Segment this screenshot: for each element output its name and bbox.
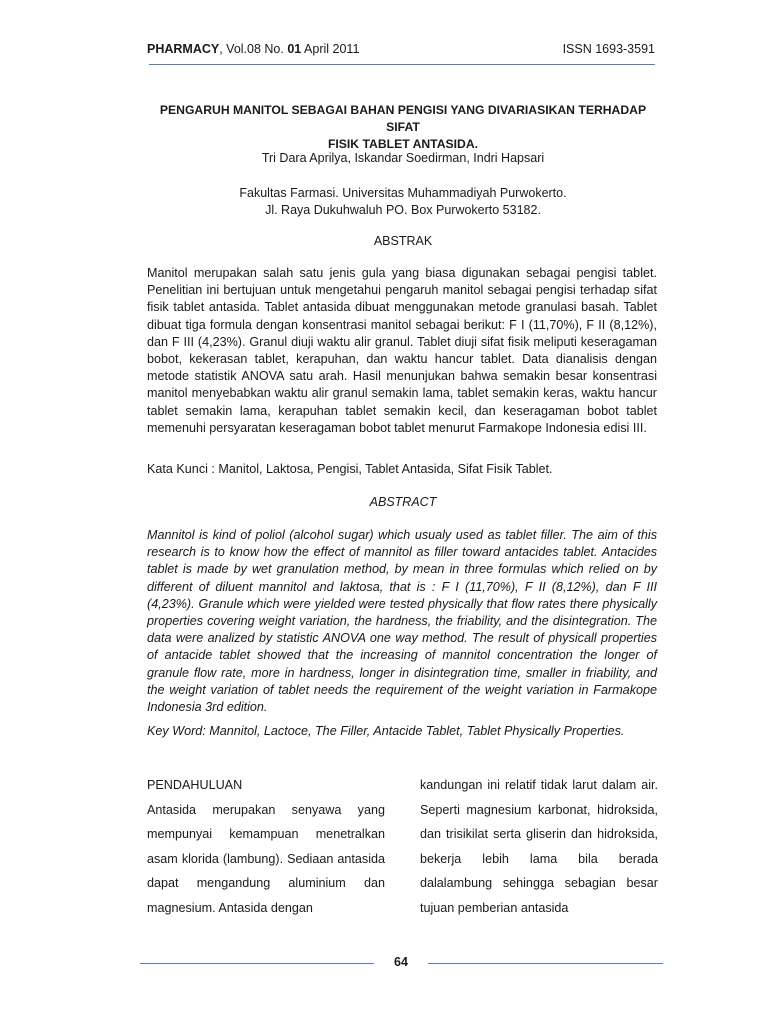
paper-title xyxy=(147,102,659,153)
title-line-1: PENGARUH MANITOL SEBAGAI BAHAN PENGISI YANG DIVARIASIKAN TERHADAP SIFAT xyxy=(159,103,647,134)
footer-divider-right xyxy=(428,963,663,964)
affiliation-line-2: Jl. Raya Dukuhwaluh PO. Box Purwokerto 53182. xyxy=(265,203,541,217)
right-column xyxy=(420,773,658,920)
key-words: Key Word: Mannitol, Lactoce, The Filler, Antacide Tablet, Tablet Physically Properties. xyxy=(147,724,625,738)
abstrak-heading: ABSTRAK xyxy=(373,234,433,248)
page-number: 64 xyxy=(394,955,408,969)
journal-citation xyxy=(147,42,359,56)
kata-kunci: Kata Kunci : Manitol, Laktosa, Pengisi, Tablet Antasida, Sifat Fisik Tablet. xyxy=(147,462,553,476)
left-column-text: Antasida merupakan senyawa yang mempunyai kemampuan menetralkan asam klorida (lambung). Sediaan antasida dapat mengandung aluminium dan magnesium. Antasida dengan xyxy=(147,802,385,915)
journal-name: PHARMACY xyxy=(147,42,220,56)
section-heading: PENDAHULUAN xyxy=(147,778,243,792)
footer-divider-left xyxy=(140,963,374,964)
issn: ISSN 1693-3591 xyxy=(562,42,655,56)
author-list: Tri Dara Aprilya, Iskandar Soedirman, Indri Hapsari xyxy=(261,151,545,165)
title-line-2: FISIK TABLET ANTASIDA. xyxy=(327,137,479,151)
abstract-body: Mannitol is kind of poliol (alcohol sugar) which usualy used as tablet filler. The aim of this research is to know how the effect of mannitol as filler toward antacides tablet. Antacides tablet is made by wet granulation method, by mean in three formulas which relied on by different of diluent mannitol and laktosa, that is : F I (11,70%), F II (8,12%), dan F III (4,23%). Granule which were yielded were tested physically that flow rates there physically properties covering weight variation, the hardness, the friability, and the disintegration. The data were analized by statistic ANOVA one way method. The result of physicall properties of antacide tablet showed that the increasing of mannitol concentration the longer of granule flow rate, more in hardness, longer in disintegration time, smaller in friability, and the weight variation of tablet needs the requirement of the weight variation in Farmakope Indonesia 3rd edition. xyxy=(147,528,657,715)
abstrak-body: Manitol merupakan salah satu jenis gula yang biasa digunakan sebagai pengisi tablet. Penelitian ini bertujuan untuk mengetahui pengaruh manitol sebagai pengisi terhadap sifat fisik tablet antasida. Tablet antasida dibuat menggunakan metode granulasi basah. Tablet dibuat tiga formula dengan konsentrasi manitol sebagai berikut: F I (11,70%), F II (8,12%), dan F III (4,23%). Granul diuji waktu alir granul. Tablet diuji sifat fisik meliputi keseragaman bobot, kekerasan tablet, kerapuhan, dan waktu hancur tablet. Data dianalisis dengan metode statistik ANOVA satu arah. Hasil menunjukan bahwa semakin besar konsentrasi manitol menyebabkan waktu alir granul semakin lama, tablet semakin keras, waktu hancur tablet semakin lama, kerapuhan tablet semakin kecil, dan keseragaman bobot tablet memenuhi persyaratan keseragaman bobot tablet menurut Farmakope Indonesia edisi III. xyxy=(147,266,657,435)
affiliation-line-1: Fakultas Farmasi. Universitas Muhammadiyah Purwokerto. xyxy=(239,186,567,200)
left-column xyxy=(147,773,385,920)
journal-number: 01 xyxy=(287,42,302,56)
journal-date: April 2011 xyxy=(301,42,360,56)
right-column-text: kandungan ini relatif tidak larut dalam air. Seperti magnesium karbonat, hidroksida, dan trisikilat serta gliserin dan hidroksida, bekerja lebih lama bila berada dalalambung sehingga sebagian besar tujuan pemberian antasida xyxy=(420,778,658,915)
journal-volume: , Vol.08 No. xyxy=(219,42,288,56)
affiliation xyxy=(147,185,659,219)
header-divider xyxy=(149,64,655,65)
abstract-heading: ABSTRACT xyxy=(369,495,437,509)
